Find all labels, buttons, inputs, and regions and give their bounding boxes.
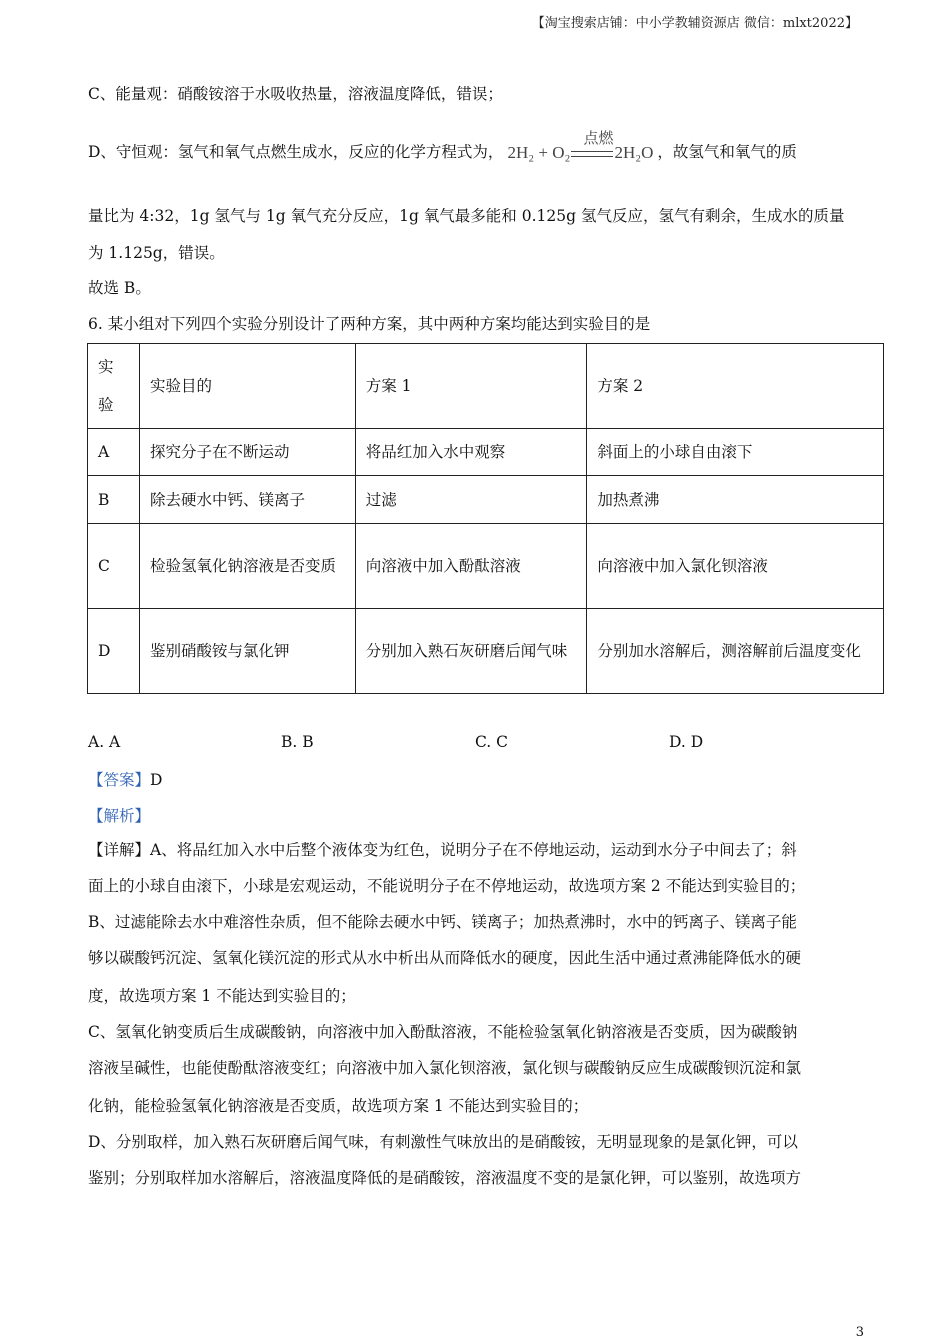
row-goal: 鉴别硝酸铵与氯化钾 [139, 609, 355, 694]
row-label: B [88, 476, 140, 524]
header-experiment: 实验 [88, 344, 140, 429]
row-plan2: 分别加水溶解后，测溶解前后温度变化 [587, 609, 884, 694]
choice-a: A. A [88, 733, 121, 751]
table-header-row [88, 344, 884, 429]
detail-line: 度，故选项方案 1 不能达到实验目的； [88, 987, 356, 1005]
row-plan1: 分别加入熟石灰研磨后闻气味 [355, 609, 587, 694]
table-row [88, 524, 884, 609]
chemical-equation [507, 129, 654, 163]
header-goal: 实验目的 [139, 344, 355, 429]
answer-label: 【答案】 [88, 771, 151, 789]
detail-line: B、过滤能除去水中难溶性杂质，但不能除去硬水中钙、镁离子；加热煮沸时，水中的钙离子、镁离子能 [88, 913, 797, 931]
row-plan2: 向溶液中加入氯化钡溶液 [587, 524, 884, 609]
row-plan1: 过滤 [355, 476, 587, 524]
equation-lhs: 2H₂ + O₂ [507, 143, 571, 162]
prev-option-d-line2: 量比为 4:32，1g 氢气与 1g 氧气充分反应，1g 氧气最多能和 0.125g 氢气反应，氢气有剩余，生成水的质量 [88, 207, 845, 225]
row-label: A [88, 429, 140, 476]
detail-line: 溶液呈碱性，也能使酚酞溶液变红；向溶液中加入氯化钡溶液，氯化钡与碳酸钠反应生成碳酸钡沉淀和氯 [88, 1059, 802, 1077]
detail-line: 够以碳酸钙沉淀、氢氧化镁沉淀的形式从水中析出从而降低水的硬度，因此生活中通过煮沸能降低水的硬 [88, 949, 802, 967]
row-label: D [88, 609, 140, 694]
prev-option-c: C、能量观：硝酸铵溶于水吸收热量，溶液温度降低，错误； [88, 85, 503, 103]
equation-rhs: 2H₂O [614, 143, 654, 162]
detail-label: 【详解】 [88, 841, 151, 859]
table-row [88, 609, 884, 694]
row-plan1: 向溶液中加入酚酞溶液 [355, 524, 587, 609]
equation-equals-sign [571, 151, 613, 157]
prev-option-d-text: D、守恒观：氢气和氧气点燃生成水，反应的化学方程式为， [88, 143, 504, 161]
detail-line: 化钠，能检验氢氧化钠溶液是否变质，故选项方案 1 不能达到实验目的； [88, 1097, 589, 1115]
prev-option-d [88, 129, 797, 163]
analysis-label: 【解析】 [88, 807, 151, 825]
page-header: 【淘宝搜索店铺：中小学教辅资源店 微信：mlxt2022】 [531, 16, 858, 31]
choice-d: D. D [669, 733, 704, 751]
table-row [88, 429, 884, 476]
equation-condition: 点燃 [583, 129, 614, 147]
answer-value: D [150, 771, 163, 789]
row-label: C [88, 524, 140, 609]
answer-choices [88, 733, 868, 753]
header-plan2: 方案 2 [587, 344, 884, 429]
row-goal: 除去硬水中钙、镁离子 [139, 476, 355, 524]
choice-c: C. C [475, 733, 509, 751]
header-plan1: 方案 1 [355, 344, 587, 429]
row-goal: 检验氢氧化钠溶液是否变质 [139, 524, 355, 609]
prev-option-d-text-end: ，故氢气和氧气的质 [657, 143, 797, 161]
prev-option-d-line3: 为 1.125g，错误。 [88, 244, 225, 262]
detail-line [88, 838, 797, 860]
row-plan2: 加热煮沸 [587, 476, 884, 524]
detail-line: 鉴别；分别取样加水溶解后，溶液温度降低的是硝酸铵，溶液温度不变的是氯化钾，可以鉴别，故选项方 [88, 1169, 802, 1187]
table-row [88, 476, 884, 524]
experiment-table [87, 343, 884, 694]
detail-line: D、分别取样，加入熟石灰研磨后闻气味，有刺激性气味放出的是硝酸铵，无明显现象的是氯化钾，可以 [88, 1133, 798, 1151]
row-plan1: 将品红加入水中观察 [355, 429, 587, 476]
answer-line [88, 768, 162, 790]
row-plan2: 斜面上的小球自由滚下 [587, 429, 884, 476]
row-goal: 探究分子在不断运动 [139, 429, 355, 476]
question-stem: 6. 某小组对下列四个实验分别设计了两种方案，其中两种方案均能达到实验目的是 [88, 315, 651, 333]
page-number: 3 [855, 1325, 864, 1340]
prev-choose: 故选 B。 [88, 279, 151, 297]
detail-line: 面上的小球自由滚下，小球是宏观运动，不能说明分子在不停地运动，故选项方案 2 不能达到实验目的； [88, 877, 806, 895]
detail-line: C、氢氧化钠变质后生成碳酸钠，向溶液中加入酚酞溶液，不能检验氢氧化钠溶液是否变质，因为碳酸钠 [88, 1023, 798, 1041]
detail-text: A、将品红加入水中后整个液体变为红色，说明分子在不停地运动，运动到水分子中间去了；斜 [150, 841, 797, 859]
choice-b: B. B [281, 733, 314, 751]
